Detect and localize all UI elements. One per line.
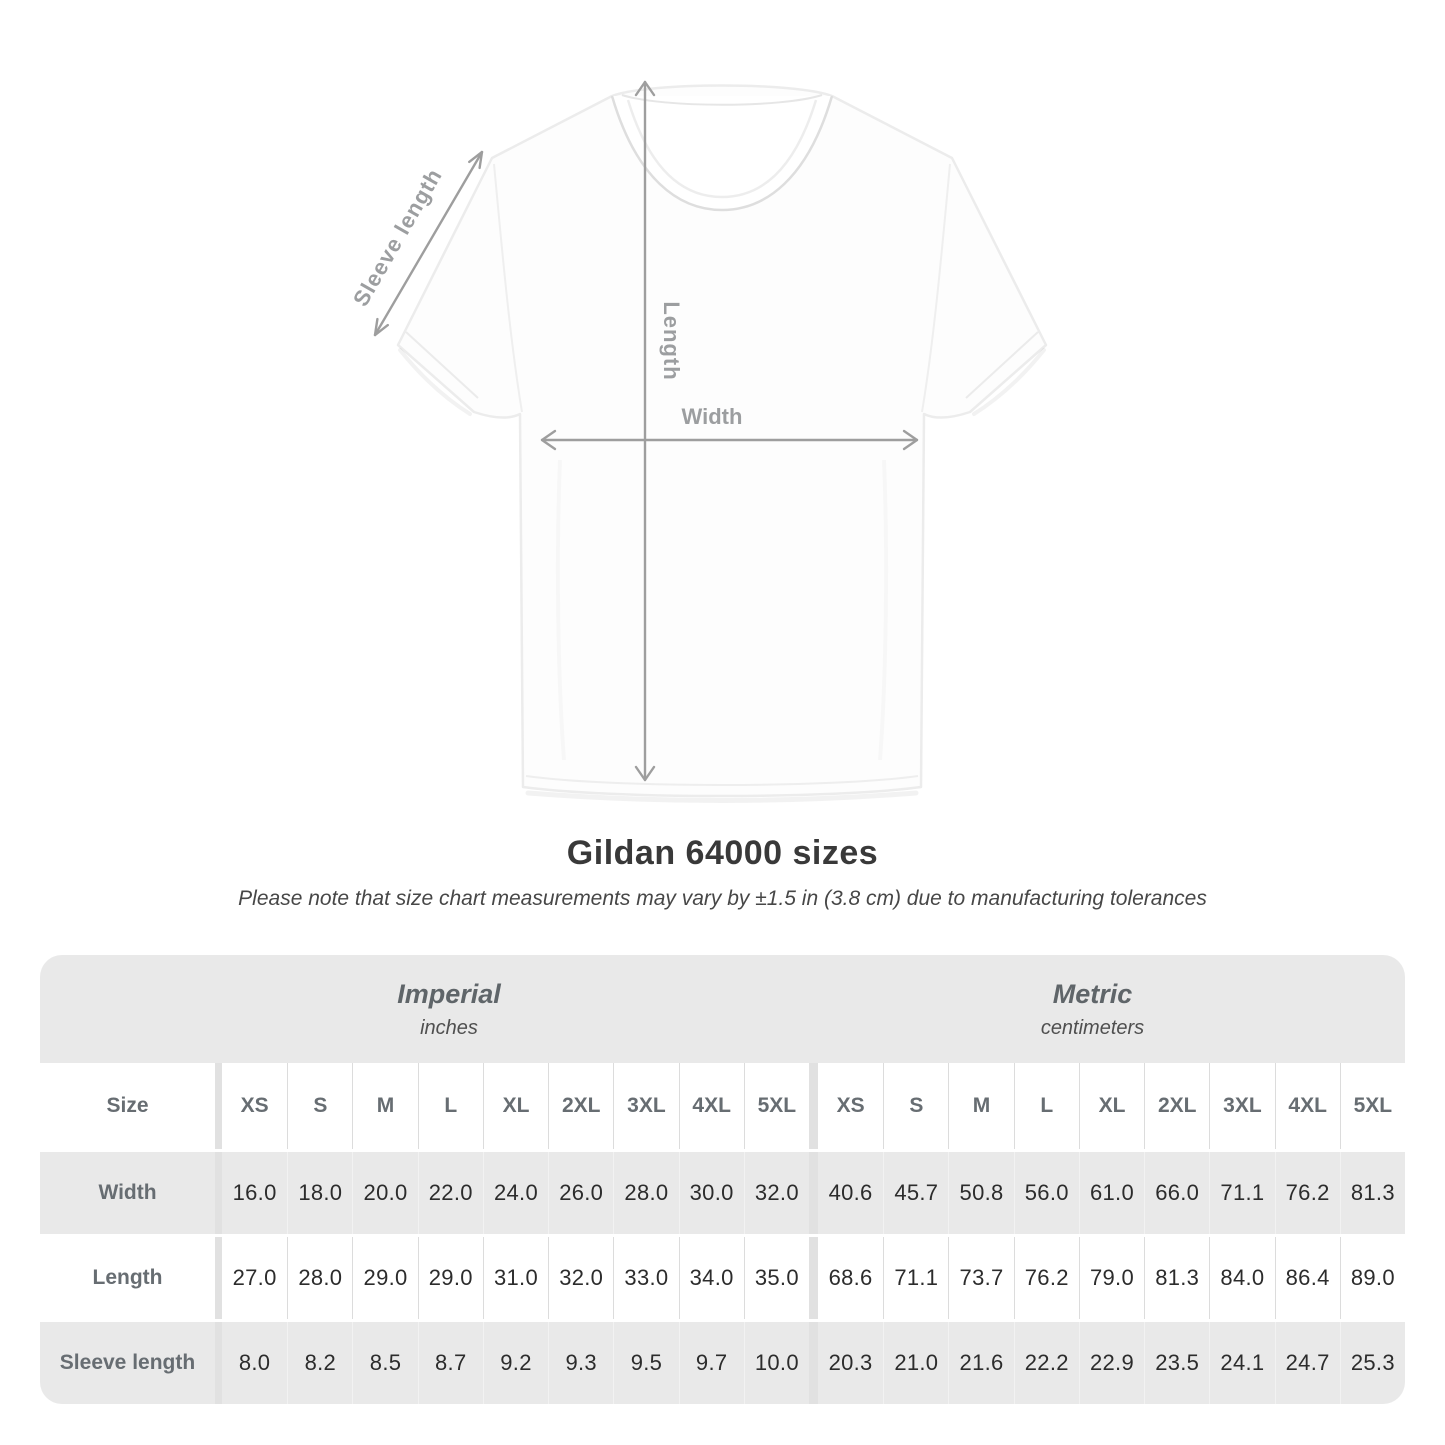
size-header-imperial-4xl: 4XL (679, 1063, 744, 1149)
value-cell-metric: 68.6 (828, 1265, 873, 1290)
value-cell-imperial: 33.0 (613, 1237, 678, 1319)
value-cell-metric: 76.2 (1275, 1152, 1340, 1234)
value-cell-imperial: 35.0 (744, 1237, 809, 1319)
value-cell-imperial: 18.0 (287, 1152, 352, 1234)
value-cell-imperial: 26.0 (548, 1152, 613, 1234)
row-label: Length (92, 1266, 163, 1289)
value-cell-metric: 40.6 (828, 1180, 873, 1205)
value-cell-metric: 86.4 (1275, 1237, 1340, 1319)
page-title: Gildan 64000 sizes (566, 834, 879, 872)
size-header-imperial-xs: XS (240, 1094, 269, 1117)
imperial-title: Imperial (397, 978, 501, 1009)
value-cell-imperial: 28.0 (613, 1152, 678, 1234)
size-header-metric-m: M (948, 1063, 1013, 1149)
metric-header (810, 979, 1405, 1040)
value-cell-metric: 84.0 (1209, 1237, 1274, 1319)
measurement-row-width (40, 1152, 1405, 1234)
value-cell-metric: 61.0 (1079, 1152, 1144, 1234)
tolerance-note: Please note that size chart measurements may vary by ±1.5 in (3.8 cm) due to manufacturing tolerances (238, 887, 1207, 910)
value-cell-metric: 81.3 (1340, 1152, 1405, 1234)
value-cell-metric: 73.7 (948, 1237, 1013, 1319)
value-cell-imperial: 8.2 (287, 1322, 352, 1404)
metric-title: Metric (1052, 978, 1133, 1009)
size-table-rows (40, 1063, 1405, 1404)
sleeve-length-label: Sleeve length (347, 163, 448, 311)
value-cell-imperial: 30.0 (679, 1152, 744, 1234)
value-cell-metric: 24.1 (1209, 1322, 1274, 1404)
imperial-header (40, 979, 810, 1040)
width-label: Width (681, 404, 743, 429)
size-header-imperial-l: L (418, 1063, 483, 1149)
value-cell-metric: 23.5 (1144, 1322, 1209, 1404)
value-cell-imperial: 16.0 (232, 1180, 277, 1205)
value-cell-imperial: 34.0 (679, 1237, 744, 1319)
value-cell-metric: 25.3 (1340, 1322, 1405, 1404)
value-cell-imperial: 9.5 (613, 1322, 678, 1404)
size-header-metric-3xl: 3XL (1209, 1063, 1274, 1149)
unit-divider (809, 1152, 818, 1234)
size-header-imperial-xl: XL (483, 1063, 548, 1149)
value-cell-metric: 45.7 (883, 1152, 948, 1234)
value-cell-metric: 22.2 (1014, 1322, 1079, 1404)
value-cell-imperial: 9.2 (483, 1322, 548, 1404)
value-cell-imperial: 8.0 (238, 1350, 271, 1375)
unit-divider (809, 1237, 818, 1319)
value-cell-metric: 79.0 (1079, 1237, 1144, 1319)
value-cell-metric: 81.3 (1144, 1237, 1209, 1319)
measurement-row-sleeve-length (40, 1322, 1405, 1404)
unit-divider (809, 1322, 818, 1404)
size-header-metric-xs: XS (836, 1094, 865, 1117)
value-cell-imperial: 24.0 (483, 1152, 548, 1234)
size-header-metric-xl: XL (1079, 1063, 1144, 1149)
size-header-metric-l: L (1014, 1063, 1079, 1149)
label-divider (215, 1237, 222, 1319)
value-cell-imperial: 20.0 (352, 1152, 417, 1234)
size-header-metric-2xl: 2XL (1144, 1063, 1209, 1149)
value-cell-metric: 21.6 (948, 1322, 1013, 1404)
value-cell-metric: 71.1 (1209, 1152, 1274, 1234)
row-label: Width (98, 1181, 157, 1204)
size-header-metric-5xl: 5XL (1340, 1063, 1405, 1149)
value-cell-metric: 56.0 (1014, 1152, 1079, 1234)
size-header-metric-s: S (883, 1063, 948, 1149)
value-cell-imperial: 9.7 (679, 1322, 744, 1404)
tshirt-photo (398, 86, 1046, 801)
value-cell-metric: 76.2 (1014, 1237, 1079, 1319)
value-cell-metric: 21.0 (883, 1322, 948, 1404)
value-cell-imperial: 22.0 (418, 1152, 483, 1234)
value-cell-imperial: 10.0 (744, 1322, 809, 1404)
value-cell-imperial: 29.0 (418, 1237, 483, 1319)
value-cell-metric: 24.7 (1275, 1322, 1340, 1404)
value-cell-imperial: 29.0 (352, 1237, 417, 1319)
value-cell-imperial: 32.0 (744, 1152, 809, 1234)
row-label: Sleeve length (59, 1351, 196, 1374)
size-header-imperial-5xl: 5XL (744, 1063, 809, 1149)
value-cell-metric: 66.0 (1144, 1152, 1209, 1234)
metric-unit: centimeters (1040, 1016, 1145, 1039)
imperial-unit: inches (420, 1016, 478, 1039)
value-cell-metric: 71.1 (883, 1237, 948, 1319)
value-cell-imperial: 32.0 (548, 1237, 613, 1319)
value-cell-imperial: 31.0 (483, 1237, 548, 1319)
size-header-metric-4xl: 4XL (1275, 1063, 1340, 1149)
value-cell-imperial: 8.7 (418, 1322, 483, 1404)
length-label: Length (659, 301, 684, 381)
size-table (40, 955, 1405, 1404)
value-cell-metric: 20.3 (828, 1350, 873, 1375)
size-header-imperial-s: S (287, 1063, 352, 1149)
value-cell-imperial: 28.0 (287, 1237, 352, 1319)
size-header-row (40, 1063, 1405, 1149)
unit-header-band (40, 955, 1405, 1063)
size-column-label: Size (106, 1094, 149, 1117)
value-cell-metric: 89.0 (1340, 1237, 1405, 1319)
value-cell-metric: 50.8 (948, 1152, 1013, 1234)
label-divider (215, 1322, 222, 1404)
size-header-imperial-2xl: 2XL (548, 1063, 613, 1149)
unit-divider (809, 1063, 818, 1149)
label-divider (215, 1063, 222, 1149)
value-cell-imperial: 8.5 (352, 1322, 417, 1404)
value-cell-metric: 22.9 (1079, 1322, 1144, 1404)
measurement-row-length (40, 1237, 1405, 1319)
value-cell-imperial: 9.3 (548, 1322, 613, 1404)
label-divider (215, 1152, 222, 1234)
value-cell-imperial: 27.0 (232, 1265, 277, 1290)
size-header-imperial-3xl: 3XL (613, 1063, 678, 1149)
size-header-imperial-m: M (352, 1063, 417, 1149)
